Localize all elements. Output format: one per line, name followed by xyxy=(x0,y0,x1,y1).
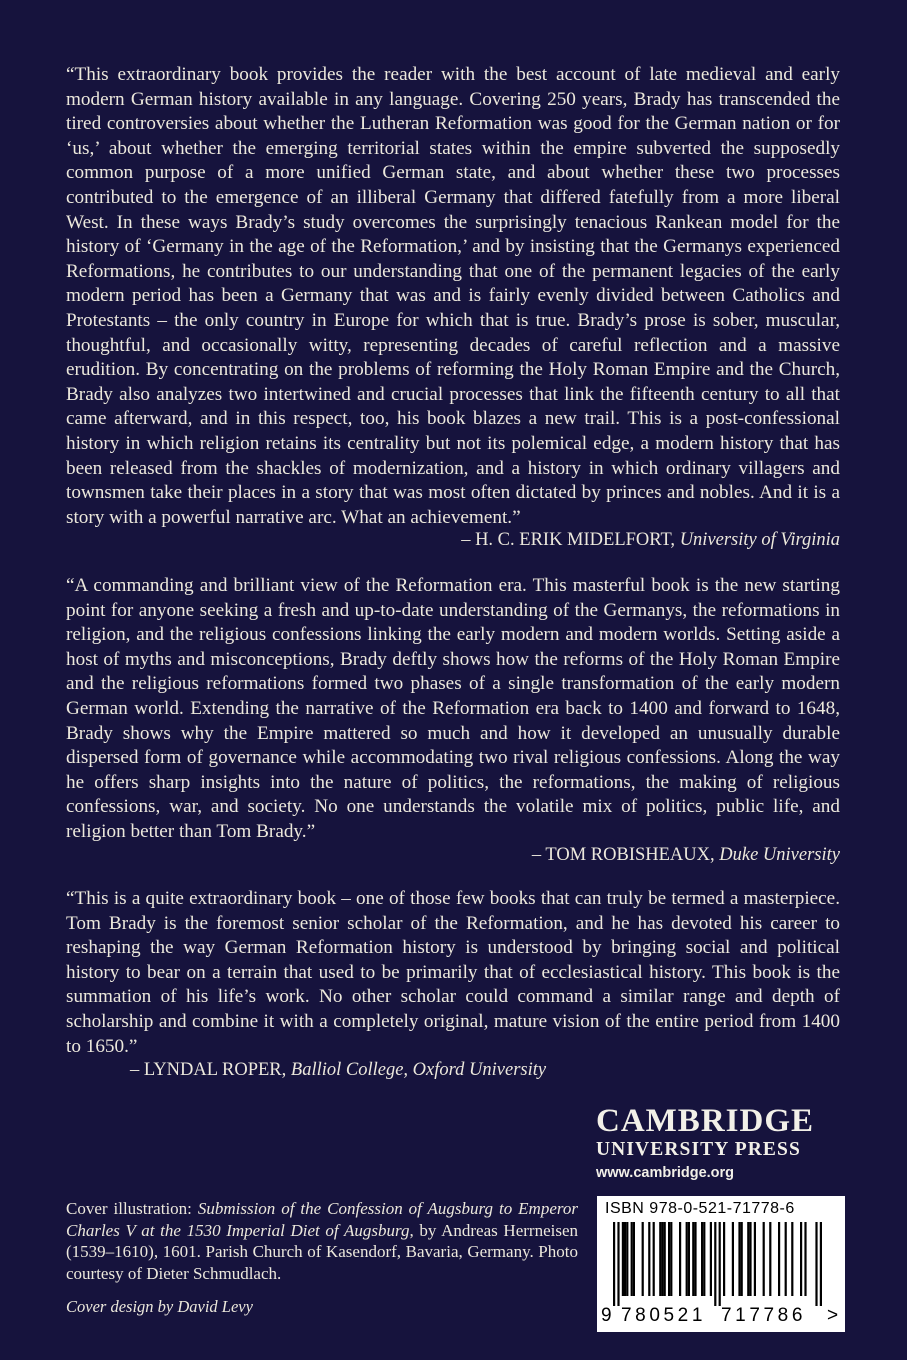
barcode-bar xyxy=(617,1222,619,1306)
barcode-bar xyxy=(613,1222,615,1306)
review-institution-midelfort: University of Virginia xyxy=(679,530,840,550)
barcode-bar xyxy=(820,1222,822,1306)
cover-illustration-credit xyxy=(66,1198,578,1284)
barcode-digits-right: 717786 xyxy=(721,1305,807,1326)
review-quote-robisheaux: “A commanding and brilliant view of the Reformation era. This masterful book is the new starting point for anyone seeking a fresh and up-to-date understanding of the Germanys, the reformations in religion, and the religious confessions linking the early modern and modern worlds. Setting aside a host of myths and misconceptions, Brady deftly shows how the reforms of the Holy Roman Empire and the religious reformations formed two phases of a single transformation of the early modern German world. Extending the narrative of the Reformation era back to 1400 and forward to 1648, Brady shows why the Empire mattered so much and how it developed an unusually durable dispersed form of governance while accommodating two rival religious confessions. Along the way he offers sharp insights into the nature of politics, the reformations, the making of religious confessions, war, and society. No one understands the volatile mix of politics, public life, and religion better than Tom Brady.” xyxy=(66,575,840,842)
barcode-bar xyxy=(714,1222,716,1306)
publisher-url[interactable]: www.cambridge.org xyxy=(596,1165,735,1181)
barcode-bar xyxy=(749,1222,751,1296)
review-author-robisheaux: – TOM ROBISHEAUX, xyxy=(531,845,715,865)
cover-credit-details: , by Andreas Herrneisen (1539–1610), 1601. Parish Church of Kasendorf, Bavaria, Germany. Photo courtesy of Dieter Schmudlach. xyxy=(66,1220,579,1283)
barcode-bar xyxy=(710,1222,712,1296)
review-attribution-roper xyxy=(130,1058,546,1082)
barcode-bar xyxy=(791,1222,793,1296)
barcode-bar xyxy=(785,1222,787,1296)
cover-credit-title: Submission of the Confession of Augsburg to Emperor Charles V at the 1530 Imperial Diet of Augsburg xyxy=(66,1199,578,1240)
review-author-midelfort: – H. C. ERIK MIDELFORT, xyxy=(461,530,676,550)
publisher-logo xyxy=(596,1104,826,1183)
barcode-bar xyxy=(624,1222,626,1296)
barcode-bar xyxy=(688,1222,690,1296)
review-attribution-robisheaux xyxy=(532,843,840,867)
barcode-bar xyxy=(763,1222,765,1296)
publisher-name: CAMBRIDGE xyxy=(596,1103,815,1139)
barcode-bar xyxy=(804,1222,806,1296)
barcode-bar xyxy=(670,1222,672,1296)
review-quote-roper: “This is a quite extraordinary book – one of those few books that can truly be termed a masterpiece. Tom Brady is the foremost senior scholar of the Reformation, and he has devoted his career to reshaping the way German Reformation history is understood by bringing social and political history to bear on a terrain that used to be primarily that of ecclesiastical history. This book is the summation of his life’s work. No other scholar could command a similar range and depth of scholarship and combine it with a completely original, mature vision of the entire period from 1400 to 1650.” xyxy=(66,888,840,1057)
barcode-bar xyxy=(719,1222,721,1306)
barcode-bar xyxy=(642,1222,644,1296)
barcode-bar xyxy=(692,1222,694,1296)
barcode-bar xyxy=(664,1222,666,1296)
barcode-bar xyxy=(701,1222,703,1296)
barcode-bar xyxy=(631,1222,633,1296)
barcode-bar xyxy=(668,1222,670,1296)
isbn-label: ISBN 978-0-521-71778-6 xyxy=(605,1200,795,1217)
barcode-bar xyxy=(769,1222,771,1296)
barcode-bar xyxy=(815,1222,817,1306)
barcode-digits-left: 780521 xyxy=(621,1305,707,1326)
barcode-bar xyxy=(703,1222,705,1296)
review-attribution-midelfort xyxy=(461,528,840,552)
cover-design-credit: Cover design by David Levy xyxy=(66,1297,253,1316)
barcode-bar xyxy=(626,1222,628,1296)
barcode-bar xyxy=(732,1222,734,1296)
review-institution-roper: Balliol College, Oxford University xyxy=(290,1060,547,1080)
review-author-roper: – LYNDAL ROPER, xyxy=(130,1060,287,1080)
barcode-bar xyxy=(754,1222,756,1296)
review-quote-midelfort: “This extraordinary book provides the reader with the best account of late medieval and early modern German history available in any language. Covering 250 years, Brady has transcended the tired controversies about whether the Lutheran Reformation was good for the German nation or for ‘us,’ about whether the emerging territorial states within the empire subverted the supposedly common purpose of a more unified German state, and about whether these two processes contributed to the emergence of an illiberal Germany that differed fatefully from a more liberal West. In these ways Brady’s study overcomes the surprisingly tenacious Rankean model for the history of ‘Germany in the age of the Reformation,’ and by insisting that the Germanys experienced Reformations, he contributes to our understanding that one of the permanent legacies of the early modern period has been a Germany that was and is fairly evenly divided between Catholics and Protestants – the only country in Europe for which that is true. Brady’s prose is sober, muscular, thoughtful, and occasionally witty, representing decades of careful reflection and a massive erudition. By concentrating on the problems of reforming the Holy Roman Empire and the Church, Brady also analyzes two intertwined and crucial processes that link the fifteenth century to all that came afterward, and in this respect, too, his book blazes a new trail. This is a post-confessional history in which religion retains its centrality but not its polemical edge, a modern history that has been released from the shackles of modernization, and a history in which ordinary villagers and townsmen take their places in a story that was most often dictated by princes and nobles. And it is a story with a powerful narrative arc. What an achievement.” xyxy=(66,64,840,528)
barcode-bar xyxy=(686,1222,688,1296)
barcode-bar xyxy=(741,1222,743,1296)
barcode-digit-first: 9 xyxy=(601,1305,612,1326)
barcode-bar xyxy=(622,1222,624,1296)
barcode-bar xyxy=(661,1222,663,1296)
barcode-bar xyxy=(738,1222,740,1296)
isbn-barcode xyxy=(597,1196,845,1332)
barcode-bar xyxy=(778,1222,780,1296)
publisher-subtitle: UNIVERSITY PRESS xyxy=(596,1139,801,1160)
barcode-bars xyxy=(613,1222,829,1306)
barcode-bar xyxy=(653,1222,655,1296)
cover-credit-prefix: Cover illustration: xyxy=(66,1199,198,1218)
barcode-bar xyxy=(648,1222,650,1296)
barcode-bar xyxy=(633,1222,635,1296)
barcode-bar xyxy=(659,1222,661,1296)
barcode-bar xyxy=(747,1222,749,1296)
barcode-bar xyxy=(723,1222,725,1296)
review-institution-robisheaux: Duke University xyxy=(719,845,840,865)
barcode-bar xyxy=(800,1222,802,1296)
barcode-quiet-zone-arrow: > xyxy=(827,1305,839,1326)
barcode-bar xyxy=(694,1222,696,1296)
barcode-bar xyxy=(679,1222,681,1296)
